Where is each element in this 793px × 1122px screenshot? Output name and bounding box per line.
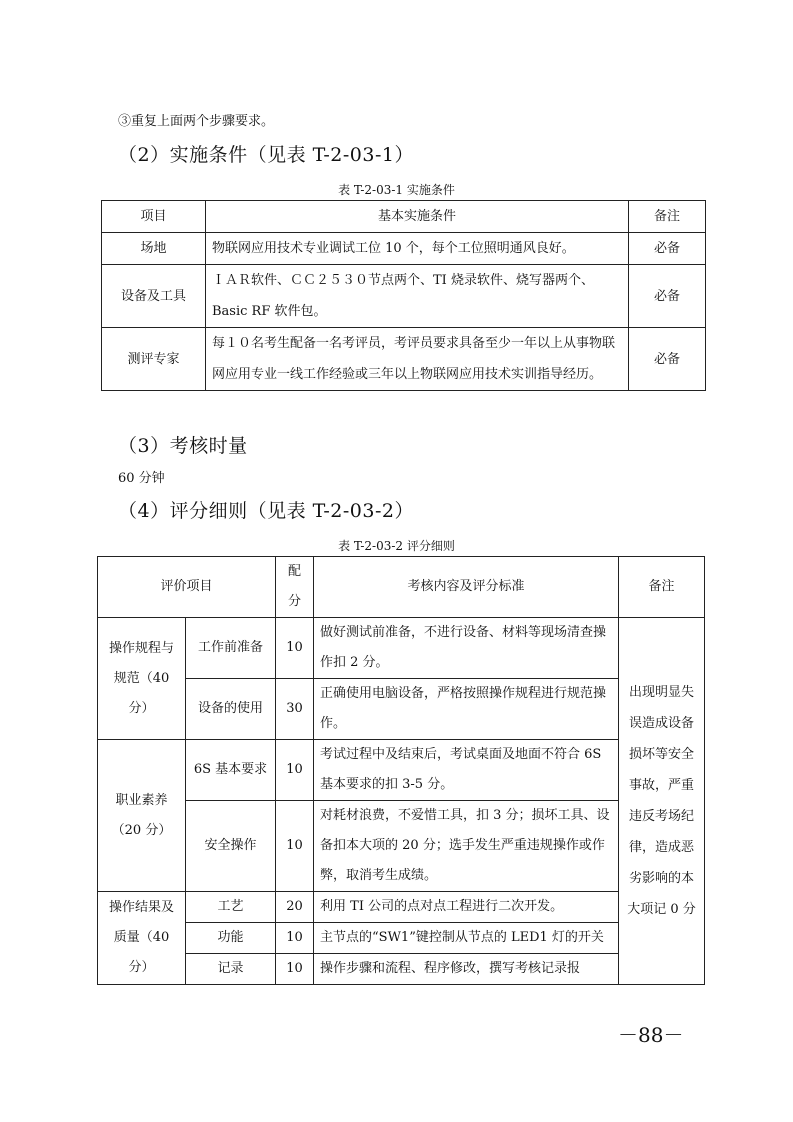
group-name: 操作规程与规范（40 分） [98, 618, 186, 740]
table1-item: 设备及工具 [102, 265, 206, 328]
item-name: 工艺 [186, 892, 276, 923]
item-criteria: 正确使用电脑设备，严格按照操作规程进行规范操作。 [314, 679, 619, 740]
table1-header-item: 项目 [102, 201, 206, 233]
conditions-table [101, 200, 706, 391]
table1-note: 必备 [629, 233, 706, 265]
table1-note: 必备 [629, 265, 706, 328]
table1-header-row [102, 201, 706, 233]
table-row [102, 328, 706, 391]
item-score: 20 [276, 892, 314, 923]
item-score: 10 [276, 954, 314, 985]
table1-header-condition: 基本实施条件 [206, 201, 629, 233]
item-score: 10 [276, 618, 314, 679]
item-name: 功能 [186, 923, 276, 954]
page-number: －88－ [618, 1023, 684, 1047]
item-score: 30 [276, 679, 314, 740]
table-row [98, 679, 705, 740]
item-criteria: 做好测试前准备，不进行设备、材料等现场清查操作扣 2 分。 [314, 618, 619, 679]
item-name: 6S 基本要求 [186, 740, 276, 801]
item-name: 设备的使用 [186, 679, 276, 740]
table1-note: 必备 [629, 328, 706, 391]
time-text: 60 分钟 [118, 471, 165, 486]
item-name: 工作前准备 [186, 618, 276, 679]
table1-item: 场地 [102, 233, 206, 265]
table2-header-score: 配分 [276, 557, 314, 618]
table2-header-criteria: 考核内容及评分标准 [314, 557, 619, 618]
table-row [98, 892, 705, 923]
item-criteria: 考试过程中及结束后，考试桌面及地面不符合 6S 基本要求的扣 3-5 分。 [314, 740, 619, 801]
group-name: 职业素养（20 分） [98, 740, 186, 892]
item-score: 10 [276, 923, 314, 954]
table-row [98, 801, 705, 892]
table2-note: 出现明显失误造成设备损坏等安全事故，严重违反考场纪律，造成恶劣影响的本大项记 0 分 [619, 618, 705, 985]
item-name: 安全操作 [186, 801, 276, 892]
item-criteria: 对耗材浪费，不爱惜工具，扣 3 分；损坏工具、设备扣本大项的 20 分；选手发生严重违规操作或作弊，取消考生成绩。 [314, 801, 619, 892]
table-row [102, 233, 706, 265]
item-criteria: 操作步骤和流程、程序修改，撰写考核记录报 [314, 954, 619, 985]
item-score: 10 [276, 740, 314, 801]
table2-header-row [98, 557, 705, 618]
item-criteria: 主节点的“SW1”键控制从节点的 LED1 灯的开关 [314, 923, 619, 954]
table-row [98, 740, 705, 801]
table1-item: 测评专家 [102, 328, 206, 391]
table1-condition: 每１０名考生配备一名考评员，考评员要求具备至少一年以上从事物联网应用专业一线工作经验或三年以上物联网应用技术实训指导经历。 [206, 328, 629, 391]
item-criteria: 利用 TI 公司的点对点工程进行二次开发。 [314, 892, 619, 923]
table1-header-note: 备注 [629, 201, 706, 233]
table-row [98, 954, 705, 985]
section4-heading: （4）评分细则（见表 T-2-03-2） [118, 500, 414, 522]
table2-header-note: 备注 [619, 557, 705, 618]
table-row [102, 265, 706, 328]
table1-condition: 物联网应用技术专业调试工位 10 个，每个工位照明通风良好。 [206, 233, 629, 265]
table1-condition: ＩＡＲ软件、ＣＣ２５３０节点两个、TI 烧录软件、烧写器两个、Basic RF 软件包。 [206, 265, 629, 328]
table2-header-project: 评价项目 [98, 557, 276, 618]
table-row [98, 923, 705, 954]
item-score: 10 [276, 801, 314, 892]
table-row [98, 618, 705, 679]
item-name: 记录 [186, 954, 276, 985]
table2-caption: 表 T-2-03-2 评分细则 [338, 539, 455, 553]
section3-heading: （3）考核时量 [118, 435, 248, 457]
scoring-table [97, 556, 705, 985]
group-name: 操作结果及质量（40 分） [98, 892, 186, 985]
intro-line: ③重复上面两个步骤要求。 [118, 114, 275, 129]
section2-heading: （2）实施条件（见表 T-2-03-1） [118, 144, 414, 166]
table1-caption: 表 T-2-03-1 实施条件 [338, 183, 455, 197]
